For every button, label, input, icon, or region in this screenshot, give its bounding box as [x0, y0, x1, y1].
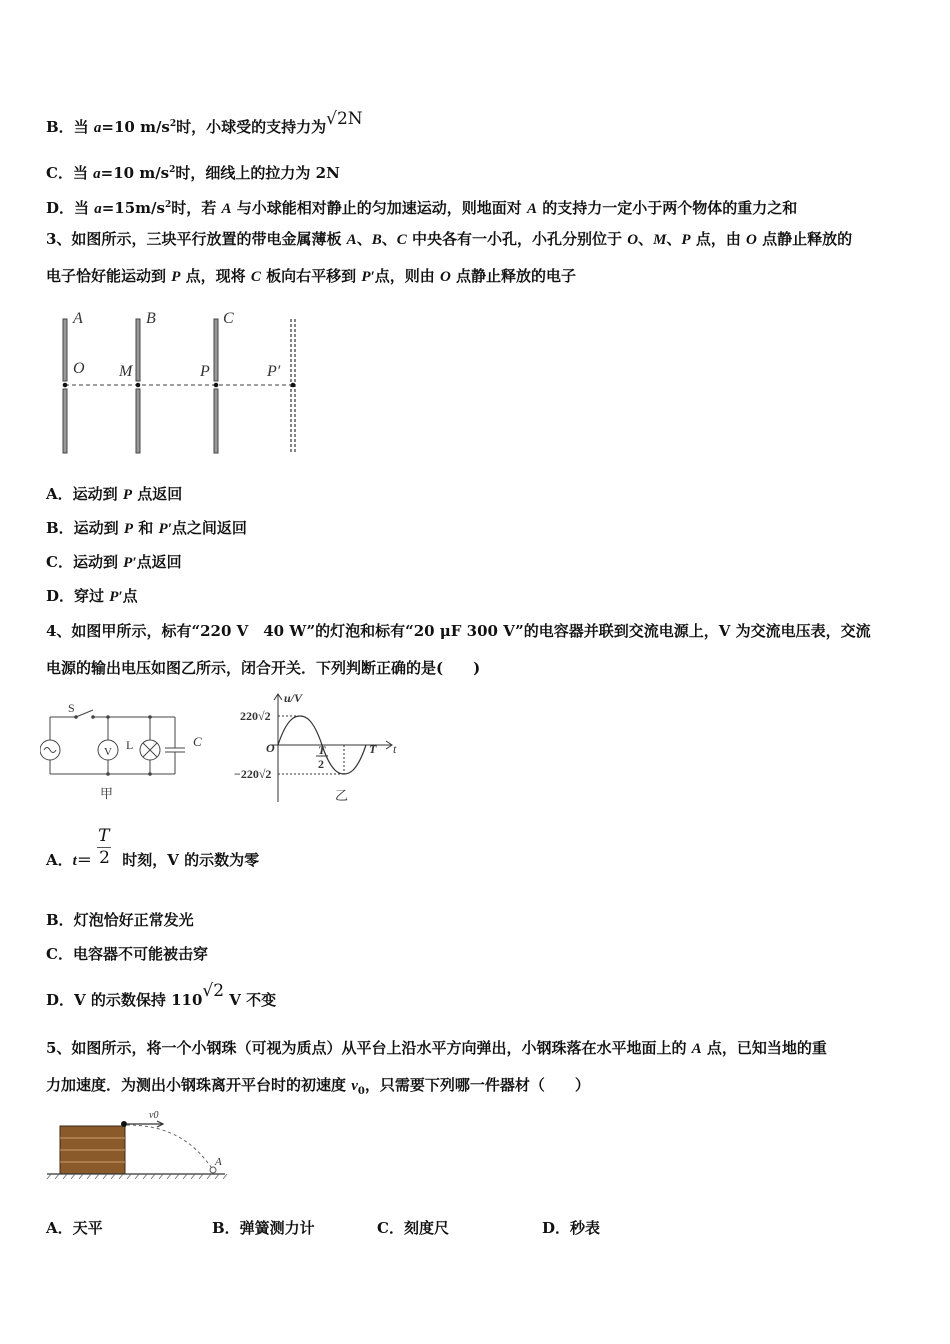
voltmeter-label: V [104, 746, 112, 758]
q4-circuit-figure [40, 700, 215, 805]
label-a: A [73, 310, 83, 327]
q5-option-a[interactable]: A．天平 [46, 1219, 103, 1237]
ymin-label: −220√2 [234, 767, 272, 781]
q3-stem-line1: 3、如图所示，三块平行放置的带电金属薄板 A、B、C 中央各有一小孔，小孔分别位于 O、M、P 点，由 O 点静止释放的 [46, 230, 853, 248]
q4-stem-line1: 4、如图甲所示，标有“220 V 40 W”的灯泡和标有“20 μF 300 V”的电容器并联到交流电源上，V 为交流电压表，交流 [46, 622, 871, 640]
q4-option-d[interactable]: D．V 的示数保持 110√2 V 不变 [46, 981, 277, 1009]
q5-stem-line1: 5、如图所示，将一个小钢珠（可视为质点）从平台上沿水平方向弹出，小钢珠落在水平地面上的 A 点，已知当地的重 [46, 1039, 827, 1057]
period-label: T [369, 742, 377, 756]
q5-stem-line2: 力加速度．为测出小钢珠离开平台时的初速度 $v_0$，只需要下列哪一件器材（ ） [46, 1076, 590, 1097]
half-period-num: T [318, 743, 326, 757]
ymax-label: 220√2 [240, 709, 271, 723]
label-p: P [200, 363, 210, 380]
label-o: O [73, 360, 85, 377]
label-b: B [146, 310, 156, 327]
q3-option-d[interactable]: D．穿过 P′点 [46, 587, 138, 605]
q2-option-c: C．当 a=10 $m/s^2$时，细线上的拉力为 2N [46, 164, 340, 182]
q3-stem-line2: 电子恰好能运动到 P 点，现将 C 板向右平移到 P′点，则由 O 点静止释放的电子 [46, 267, 577, 285]
t-axis-label: t [393, 742, 397, 756]
q5-option-b[interactable]: B．弹簧测力计 [212, 1219, 315, 1237]
q2-option-b: B．当 a=10 $m/s^2$时，小球受的支持力为√2N [46, 109, 363, 136]
sqrt2-n-value: √2N [326, 109, 363, 129]
lamp-label: L [126, 738, 134, 752]
point-a-label: A [215, 1156, 222, 1168]
q4-option-a[interactable]: A．t＝ $\frac{T}{2}$ 时刻，V 的示数为零 [46, 826, 260, 869]
q3-option-a[interactable]: A．运动到 P 点返回 [46, 485, 183, 503]
q3-plates-figure [55, 305, 315, 460]
label-m: M [119, 363, 133, 380]
origin-label: O [266, 741, 275, 755]
q3-option-c[interactable]: C．运动到 P′点返回 [46, 553, 182, 571]
circuit-caption: 甲 [100, 786, 114, 801]
q4-option-c[interactable]: C．电容器不可能被击穿 [46, 945, 208, 963]
trajectory [127, 1125, 213, 1170]
switch-label: S [68, 701, 75, 715]
label-p-prime: P′ [267, 363, 281, 380]
graph-caption: 乙 [335, 788, 349, 803]
q4-voltage-graph [232, 690, 407, 808]
q4-stem-line2: 电源的输出电压如图乙所示，闭合开关．下列判断正确的是( ) [46, 659, 481, 677]
q2-option-d: D．当 $a=15m/s^2$时，若 A 与小球能相对静止的匀加速运动，则地面对 A 的支持力一定小于两个物体的重力之和 [46, 199, 798, 217]
q4-option-b[interactable]: B．灯泡恰好正常发光 [46, 911, 194, 929]
half-period-den: 2 [318, 757, 324, 771]
label-c: C [223, 310, 234, 327]
q3-option-b[interactable]: B．运动到 P 和 P′点之间返回 [46, 519, 247, 537]
v0-label: v0 [149, 1110, 159, 1121]
capacitor-label: C [193, 734, 202, 749]
y-axis-label: u/V [284, 691, 303, 705]
q5-option-c[interactable]: C．刻度尺 [377, 1219, 449, 1237]
q5-option-d[interactable]: D．秒表 [542, 1219, 601, 1237]
q5-projectile-figure [45, 1108, 230, 1183]
